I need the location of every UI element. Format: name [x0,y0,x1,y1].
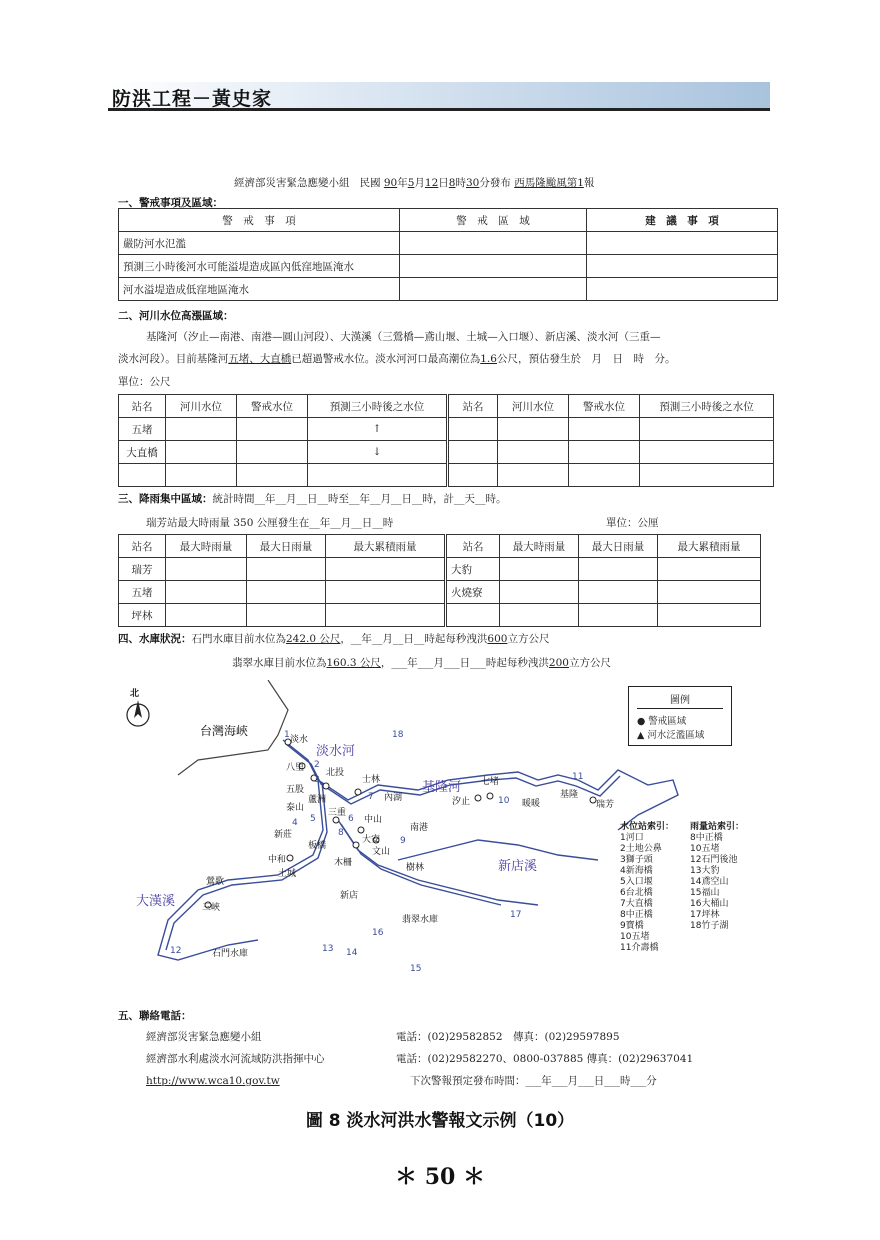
station-name: 五堵 [119,581,166,604]
station-number: 1 [284,730,290,740]
section3-unit: 單位：公厘 [606,517,659,529]
place-label: 五股 [286,785,305,795]
reservoir-shimen: 石門水庫 [212,949,249,959]
para2d: 1.6 [480,353,497,365]
rain-index-title: 雨量站索引： [690,822,745,832]
rain-station-index [690,822,744,932]
table-row [119,464,774,487]
place-label: 八里 [286,763,305,773]
station-number: 11 [572,772,584,782]
station-number: 2 [314,760,320,770]
col-river-level-2: 河川水位 [498,395,569,418]
list-item: 2土地公鼻 [620,844,662,854]
station-number: 10 [498,796,510,806]
north-arrow-icon [127,700,149,726]
issue-suffix: 報 [583,177,595,189]
section4-heading: 四、水庫狀況： [118,633,192,645]
list-item: 11介壽橋 [620,943,659,953]
max-value: 350 [233,517,254,529]
place-label: 蘆洲 [308,795,327,805]
station-name: 五堵 [119,418,166,441]
place-label: 土城 [278,869,297,879]
list-item: 18竹子湖 [690,921,729,931]
col-alert-level-2: 警戒水位 [569,395,640,418]
place-label: 北投 [326,768,345,778]
bulletin-line [234,176,594,190]
station-number: 13 [322,944,334,954]
col-max-daily-2: 最大日雨量 [579,535,658,558]
warning-item: 嚴防河水氾濫 [119,232,400,255]
line1a: 石門水庫目前水位為 [191,633,286,645]
hour: 8 [448,177,456,189]
page-number: ＊ 50 ＊ [395,1164,485,1190]
line1b: 242.0 公尺 [286,633,341,645]
list-item: 10五堵 [620,932,650,942]
station-name: 大豹 [446,558,500,581]
reservoir-feitsui: 翡翠水庫 [402,915,439,925]
col-station-2: 站名 [448,395,498,418]
stat-text: 統計時間__年__月__日__時至__年__月__日__時，計__天__時。 [212,493,507,505]
station-name: 瑞芳 [119,558,166,581]
station-number: 17 [510,910,522,920]
list-item: 7大直橋 [620,899,653,909]
station-number: 12 [170,946,182,956]
next-bulletin: 下次警報預定發布時間：___年___月___日___時___分 [410,1075,657,1087]
station-name: 大直橋 [119,441,166,464]
legend-flood: ▲ 河水泛濫區域 [637,730,705,741]
col-max-daily: 最大日雨量 [247,535,326,558]
month: 5 [407,177,415,189]
river-label-xindian: 新店溪 [498,859,538,874]
place-label: 中山 [364,815,383,825]
suffix-hour: 時 [455,177,466,189]
station-name: 火燒寮 [446,581,500,604]
max-text-a: 瑞芳站最大時雨量 [146,517,230,529]
line2d: 200 [548,657,569,669]
section2-unit: 單位：公尺 [118,376,171,388]
section3-line [118,492,507,506]
list-item: 3獅子頭 [620,855,653,865]
contact2-tel: 電話：(02)29582270、0800-037885 傳真：(02)29637041 [396,1053,694,1065]
place-label: 暖暖 [522,799,541,809]
place-label: 淡水 [290,735,309,745]
place-label: 士林 [362,775,381,785]
river-label-tamsui: 淡水河 [316,744,356,759]
contact2-name: 經濟部水利處淡水河流域防洪指揮中心 [146,1053,325,1065]
table-row [119,604,761,627]
list-item: 14鳶空山 [690,877,729,887]
list-item: 16大桶山 [690,899,729,909]
col-station: 站名 [119,395,166,418]
rainfall-table [118,534,761,627]
col-station: 站名 [119,535,166,558]
line2a: 翡翠水庫目前水位為 [232,657,327,669]
list-item: 9寶橋 [620,921,644,931]
list-item: 1河口 [620,833,644,843]
col-max-hourly-2: 最大時雨量 [500,535,579,558]
era: 民國 [359,177,381,189]
station-number: 16 [372,928,384,938]
suffix-minute: 分發布 [479,177,511,189]
section3-heading: 三、降雨集中區域： [118,493,213,505]
station-markers [205,739,596,908]
page-header-title: 防洪工程－黃史家 [112,88,273,110]
place-label: 鶯歌 [206,877,225,887]
legend-alert: ● 警戒區域 [637,716,687,727]
list-item: 4新海橋 [620,866,653,876]
table-row [119,441,774,464]
col-max-cumulative-2: 最大累積雨量 [658,535,761,558]
warning-item: 預測三小時後河水可能溢堤造成區內低窪地區淹水 [119,255,400,278]
section4-line2 [232,656,611,670]
para2c: 已超過警戒水位。淡水河河口最高潮位為 [291,353,481,365]
legend-title: 圖例 [637,691,723,709]
arrow-down-icon: ↓ [308,441,448,464]
table-row [119,278,778,301]
list-item: 12石門後池 [690,855,738,865]
table-row [119,558,761,581]
table-row [119,255,778,278]
line1c: ，__年__月__日__時起每秒洩洪 [340,633,488,645]
minute: 30 [465,177,480,189]
station-name [446,604,500,627]
place-label: 內湖 [384,793,403,803]
table-row [119,581,761,604]
suffix-year: 年 [397,177,408,189]
list-item: 10五堵 [690,844,720,854]
station-number: 18 [392,730,404,740]
place-label: 文山 [372,847,391,857]
warning-item: 河水溢堤造成低窪地區淹水 [119,278,400,301]
suffix-day: 日 [438,177,449,189]
list-item: 15福山 [690,888,720,898]
line2c: ，___年___月___日___時起每秒洩洪 [380,657,549,669]
section5-heading: 五、聯絡電話： [118,1010,192,1022]
col-warning-area: 警 戒 區 域 [400,209,587,232]
station-number: 5 [310,814,316,824]
place-label: 三峽 [202,903,221,913]
water-station-index [620,822,674,954]
arrow-up-icon: ↑ [308,418,448,441]
section2-heading: 二、河川水位高漲區域： [118,310,234,322]
place-label: 新店 [340,891,359,901]
station-number: 3 [314,775,320,785]
place-label: 瑞芳 [596,800,615,810]
col-station-2: 站名 [446,535,500,558]
max-text-b: 公厘發生在__年__月__日__時 [256,517,394,529]
place-label: 七堵 [481,777,500,787]
col-warning-item: 警 戒 事 項 [119,209,400,232]
line2b: 160.3 公尺 [326,657,381,669]
place-label: 三重 [328,808,347,818]
place-label: 基隆 [560,790,579,800]
river-label-dahan: 大漢溪 [136,894,176,909]
section2-para1: 基隆河（汐止—南港、南港—圓山河段）、大漢溪（三鶯橋—鳶山堰、土城—入口堰）、新店溪、淡水河（三重— [146,331,661,343]
contact1-name: 經濟部災害緊急應變小組 [146,1031,262,1043]
water-index-title: 水位站索引： [620,822,675,832]
suffix-month: 月 [414,177,425,189]
para2e: 公尺，預估發生於 月 日 時 分。 [496,353,676,365]
river-lines [158,740,678,960]
section2-para2 [118,352,778,366]
col-river-level: 河川水位 [166,395,237,418]
col-forecast-2: 預測三小時後之水位 [640,395,774,418]
col-alert-level: 警戒水位 [237,395,308,418]
contact1-tel: 電話：(02)29582852 傳真：(02)29597895 [396,1031,620,1043]
place-label: 泰山 [286,803,305,813]
section4-line1 [118,632,549,646]
river-label-keelung: 基隆河 [422,780,462,795]
warning-table [118,208,778,301]
col-suggestion: 建 議 事 項 [587,209,778,232]
col-max-hourly: 最大時雨量 [166,535,247,558]
list-item: 6台北橋 [620,888,653,898]
para2b: 五堵、大直橋 [228,353,292,365]
para2a: 淡水河段）。目前基隆河 [118,353,229,365]
place-label: 汐止 [452,797,471,807]
north-label: 北 [130,689,140,699]
col-forecast: 預測三小時後之水位 [308,395,448,418]
line1e: 立方公尺 [507,633,550,645]
station-number: 6 [348,814,354,824]
place-label: 板橋 [308,841,327,851]
figure-caption: 圖 8 淡水河洪水警報文示例（10） [305,1111,575,1131]
list-item: 8中正橋 [620,910,653,920]
list-item: 5入口堰 [620,877,653,887]
website-link[interactable]: http://www.wca10.gov.tw [146,1075,280,1087]
place-label: 木柵 [334,858,353,868]
station-number: 14 [346,948,358,958]
list-item: 17坪林 [690,910,720,920]
place-label: 樹林 [406,863,425,873]
station-number: 15 [410,964,422,974]
place-label: 大安 [362,835,381,845]
map-legend [628,686,732,746]
section1-heading: 一、警戒事項及區域： [118,197,223,209]
year: 90 [383,177,398,189]
max-rain-line [146,516,393,530]
typhoon: 西馬隆颱風第 [514,177,578,189]
station-number: 7 [368,792,374,802]
water-level-table [118,394,774,487]
station-name: 坪林 [119,604,166,627]
day: 12 [424,177,439,189]
line1d: 600 [487,633,508,645]
place-label: 中和 [268,855,287,865]
issuer: 經濟部災害緊急應變小組 [234,177,350,189]
list-item: 13大豹 [690,866,720,876]
strait-label: 台灣海峽 [200,724,249,738]
station-number: 9 [400,836,406,846]
table-row [119,232,778,255]
place-label: 南港 [410,823,429,833]
list-item: 8中正橋 [690,833,723,843]
station-number: 4 [292,818,298,828]
station-number: 8 [338,828,344,838]
place-label: 新莊 [274,830,293,840]
col-max-cumulative: 最大累積雨量 [326,535,446,558]
line2e: 立方公尺 [568,657,611,669]
issue-no: 1 [577,177,584,189]
table-row [119,418,774,441]
